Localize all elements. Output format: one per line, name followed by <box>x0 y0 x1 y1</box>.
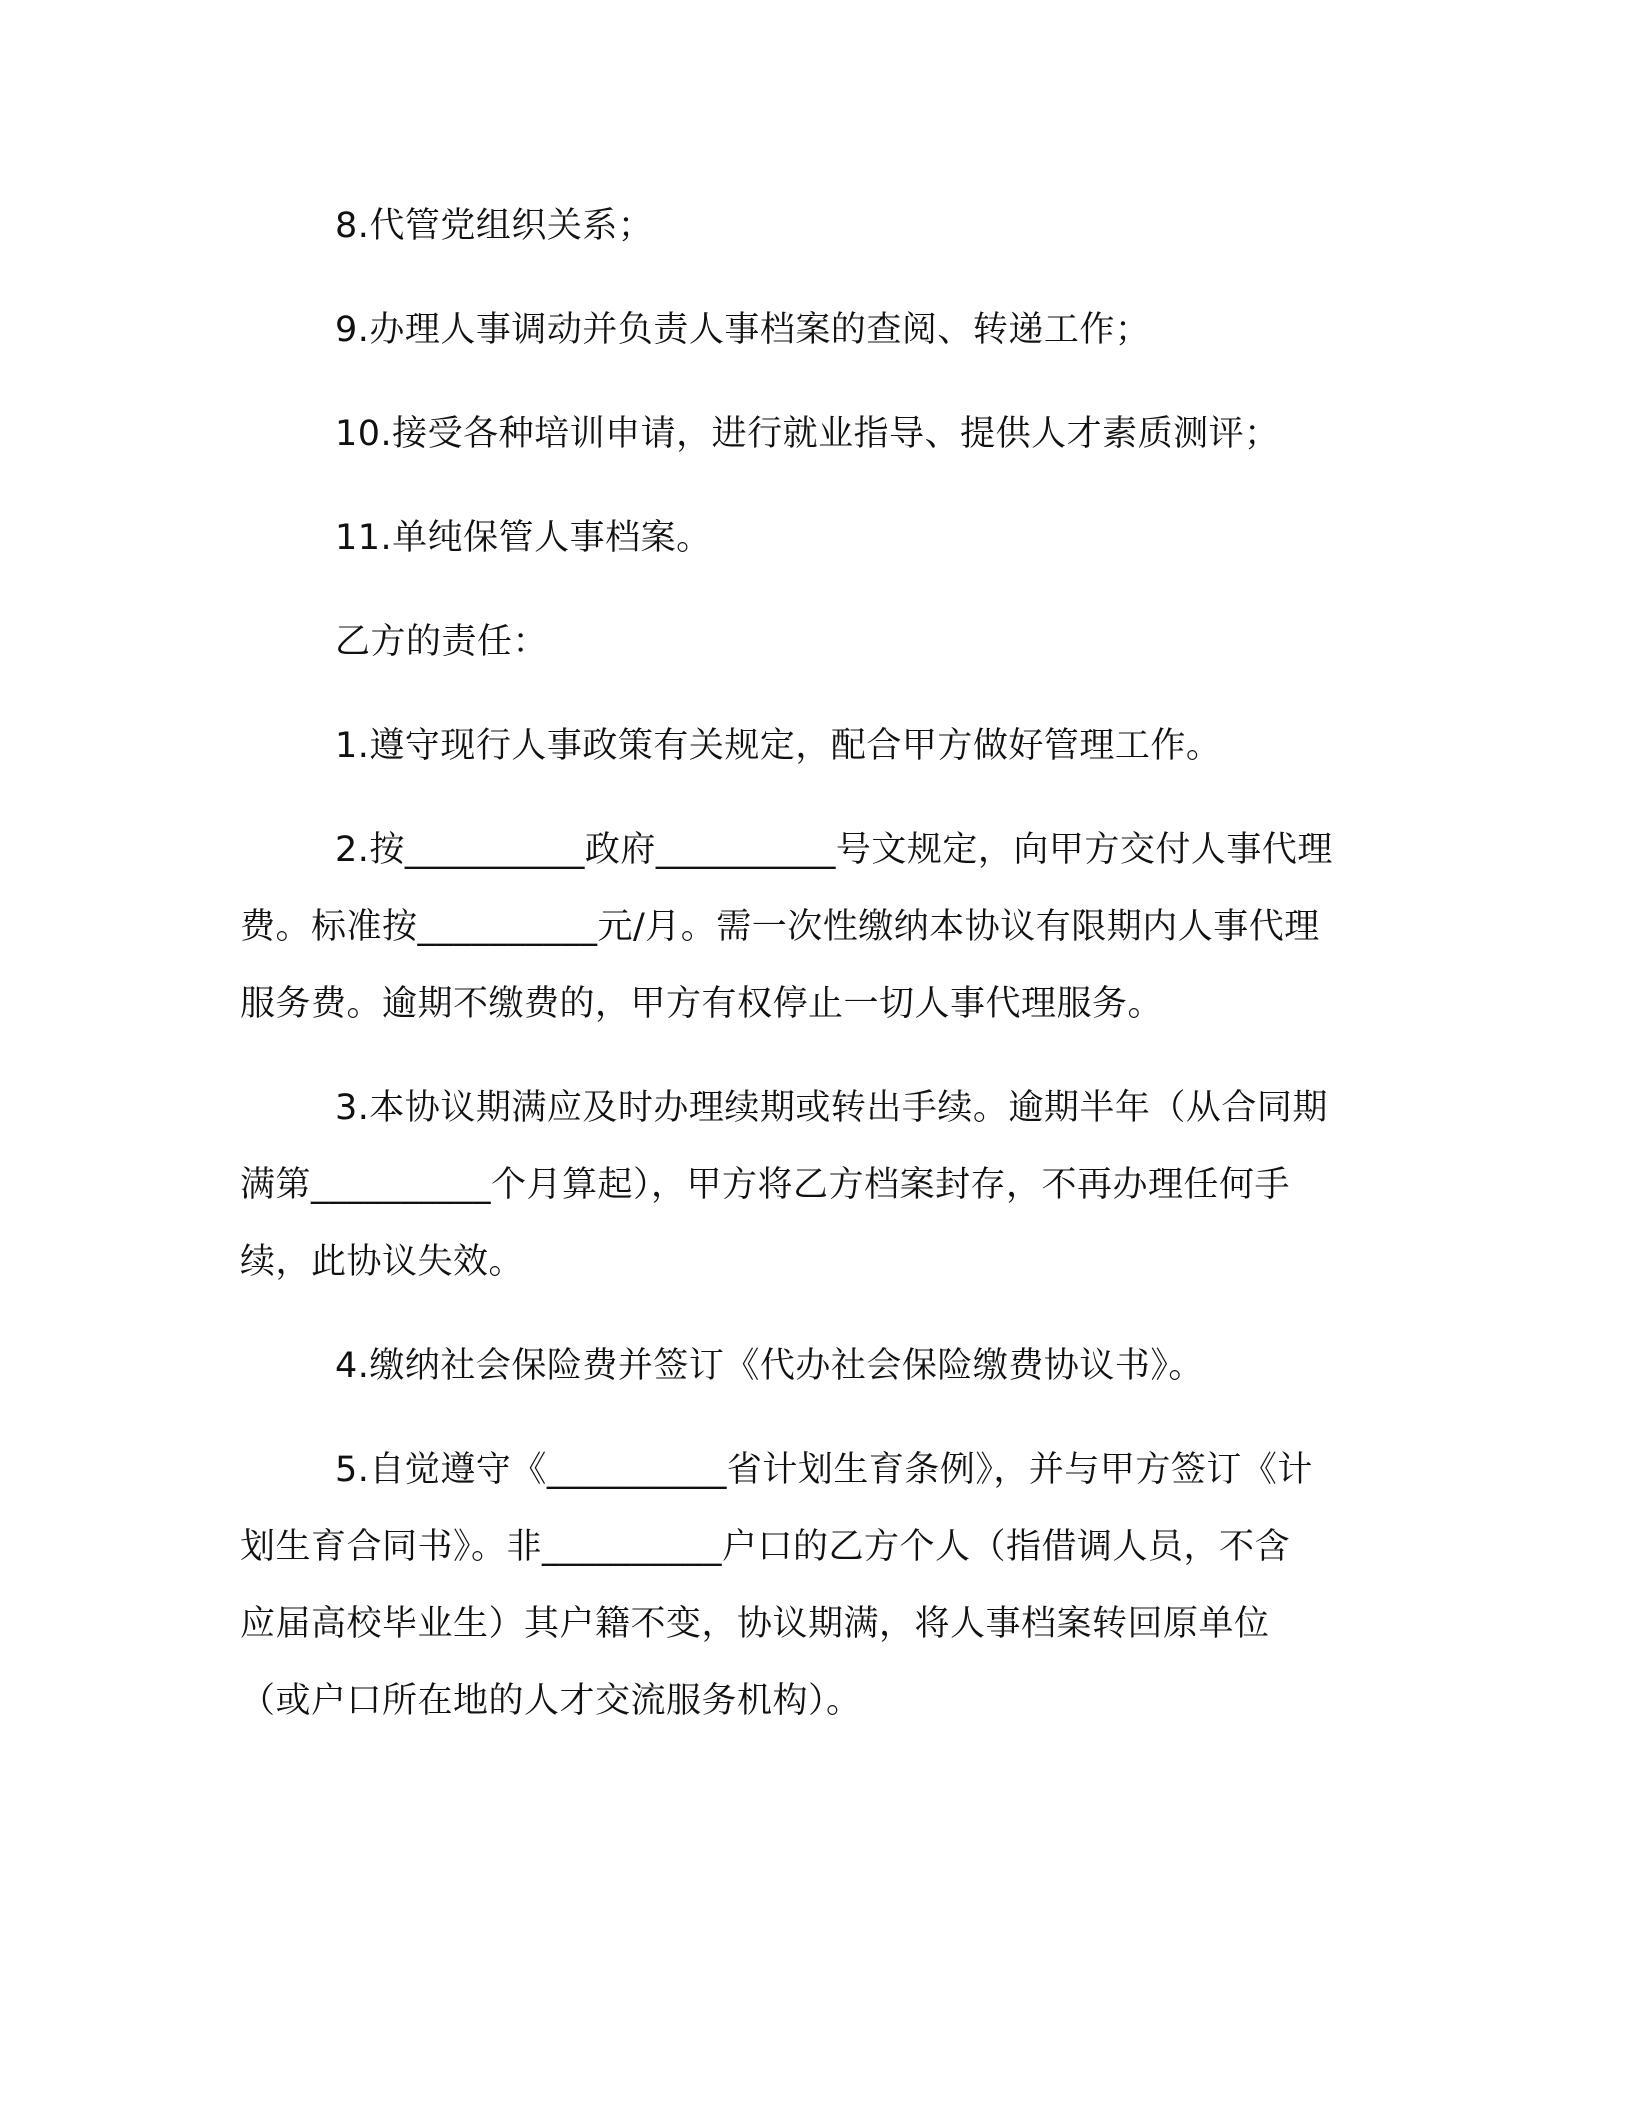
paragraph-line: 划生育合同书》。非__________户口的乙方个人（指借调人员，不含 <box>240 1527 1291 1567</box>
party-b-item-3 <box>240 1070 1380 1301</box>
paragraph-line: 1.遵守现行人事政策有关规定，配合甲方做好管理工作。 <box>335 726 1222 766</box>
paragraph-line: 2.按__________政府__________号文规定，向甲方交付人事代理 <box>335 830 1333 870</box>
paragraph-line: 4.缴纳社会保险费并签订《代办社会保险缴费协议书》。 <box>335 1346 1204 1386</box>
paragraph-item-9 <box>240 292 1380 369</box>
paragraph-line: 9.办理人事调动并负责人事档案的查阅、转递工作； <box>335 310 1151 350</box>
paragraph-line: （或户口所在地的人才交流服务机构）。 <box>240 1681 862 1721</box>
paragraph-line: 乙方的责任： <box>335 622 549 662</box>
party-b-item-5 <box>240 1432 1380 1740</box>
paragraph-line: 10.接受各种培训申请，进行就业指导、提供人才素质测评； <box>335 414 1280 454</box>
paragraph-item-11 <box>240 500 1380 577</box>
section-heading-party-b <box>240 604 1380 681</box>
paragraph-line: 3.本协议期满应及时办理续期或转出手续。逾期半年（从合同期 <box>335 1088 1328 1128</box>
paragraph-line: 服务费。逾期不缴费的，甲方有权停止一切人事代理服务。 <box>240 984 1164 1024</box>
paragraph-line: 应届高校毕业生）其户籍不变，协议期满，将人事档案转回原单位 <box>240 1604 1270 1644</box>
paragraph-item-10 <box>240 396 1380 473</box>
paragraph-line: 满第__________个月算起），甲方将乙方档案封存，不再办理任何手 <box>240 1165 1291 1205</box>
paragraph-line: 5.自觉遵守《__________省计划生育条例》，并与甲方签订《计 <box>335 1450 1313 1490</box>
party-b-item-1 <box>240 708 1380 785</box>
paragraph-item-8 <box>240 188 1380 265</box>
document-body <box>240 188 1380 1767</box>
paragraph-line: 续，此协议失效。 <box>240 1242 525 1282</box>
party-b-item-2 <box>240 812 1380 1043</box>
party-b-item-4 <box>240 1328 1380 1405</box>
paragraph-line: 11.单纯保管人事档案。 <box>335 518 712 558</box>
paragraph-line: 8.代管党组织关系； <box>335 206 654 246</box>
paragraph-line: 费。标准按__________元/月。需一次性缴纳本协议有限期内人事代理 <box>240 907 1320 947</box>
